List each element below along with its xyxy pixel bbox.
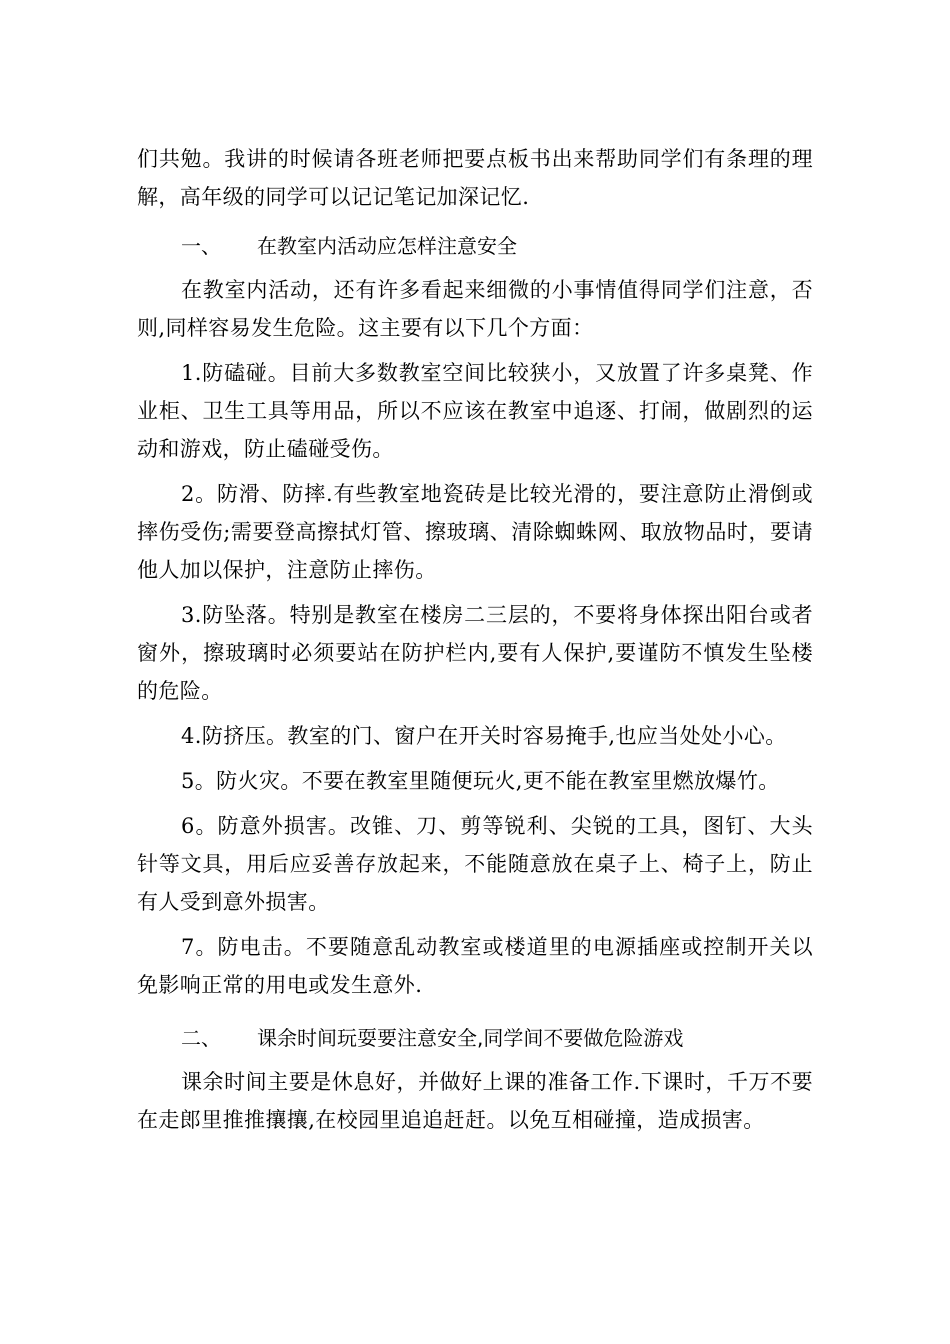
- section-heading-1: [137, 227, 813, 265]
- list-item: 6。防意外损害。改锥、刀、剪等锐利、尖锐的工具，图钉、大头针等文具，用后应妥善存放起来，不能随意放在桌子上、椅子上，防止有人受到意外损害。: [137, 814, 813, 914]
- list-item: 5。防火灾。不要在教室里随便玩火,更不能在教室里燃放爆竹。: [181, 769, 780, 793]
- list-item: 3.防坠落。特别是教室在楼房二三层的，不要将身体探出阳台或者窗外，擦玻璃时必须要站在防护栏内,要有人保护,要谨防不慎发生坠楼的危险。: [137, 603, 813, 703]
- section-spacer: [137, 1011, 813, 1019]
- section-title: 在教室内活动应怎样注意安全: [257, 234, 517, 258]
- section-number: 二、: [181, 1026, 221, 1050]
- section-intro-paragraph: 在教室内活动，还有许多看起来细微的小事情值得同学们注意，否则,同样容易发生危险。这主要有以下几个方面：: [137, 278, 813, 340]
- list-item: 7。防电击。不要随意乱动教室或楼道里的电源插座或控制开关以免影响正常的用电或发生意外.: [137, 935, 813, 997]
- section-intro-paragraph: 课余时间主要是休息好，并做好上课的准备工作.下课时，千万不要在走郎里推推攘攘,在校园里追追赶赶。以免互相碰撞，造成损害。: [137, 1070, 813, 1132]
- list-item: 4.防挤压。教室的门、窗户在开关时容易掩手,也应当处处小心。: [181, 724, 787, 748]
- section-number: 一、: [181, 234, 221, 258]
- list-item: 1.防磕碰。目前大多数教室空间比较狭小，又放置了许多桌凳、作业柜、卫生工具等用品，所以不应该在教室中追逐、打闹，做剧烈的运动和游戏，防止磕碰受伤。: [137, 361, 813, 461]
- list-item: 2。防滑、防摔.有些教室地瓷砖是比较光滑的，要注意防止滑倒或摔伤受伤;需要登高擦拭灯管、擦玻璃、清除蜘蛛网、取放物品时，要请他人加以保护，注意防止摔伤。: [137, 482, 813, 582]
- section-heading-2: [137, 1019, 813, 1057]
- intro-paragraph: 们共勉。我讲的时候请各班老师把要点板书出来帮助同学们有条理的理解，高年级的同学可以记记笔记加深记忆.: [137, 147, 813, 209]
- section-title: 课余时间玩耍要注意安全,同学间不要做危险游戏: [257, 1026, 684, 1050]
- document-body: [137, 140, 813, 1146]
